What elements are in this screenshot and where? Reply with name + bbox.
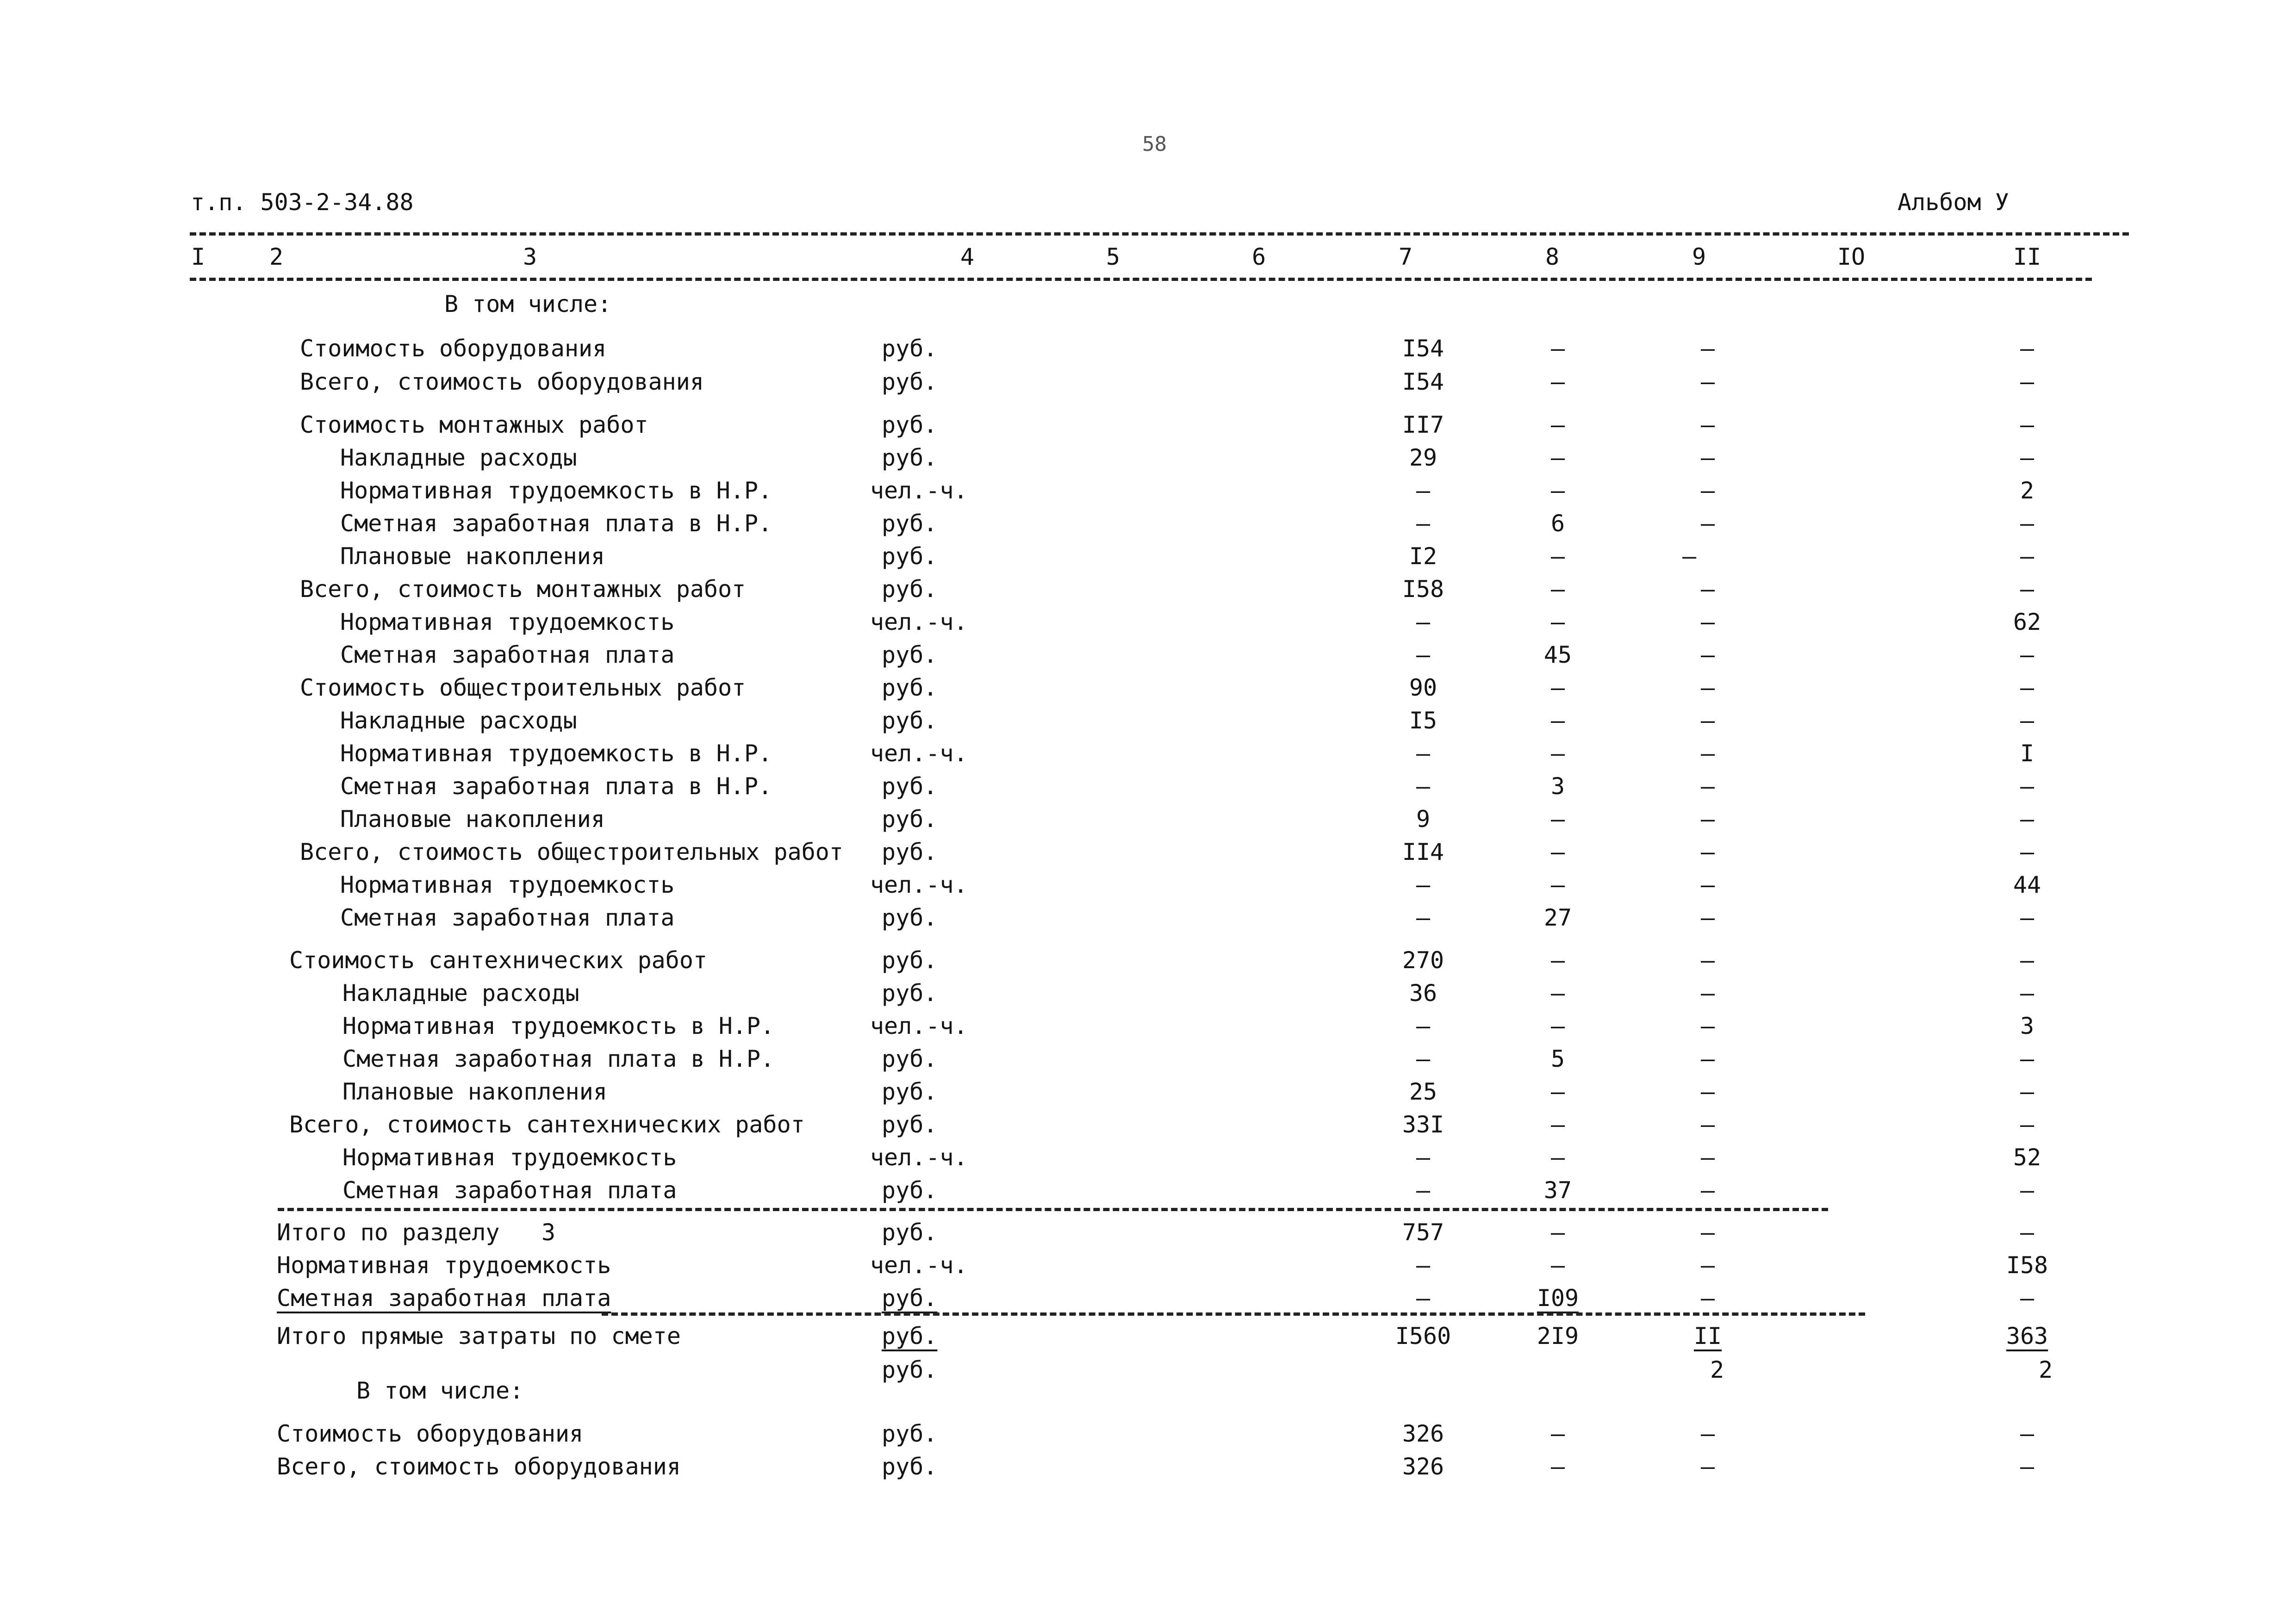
cell-col8: – — [1550, 871, 1565, 898]
cell-col9: – — [1700, 1219, 1715, 1246]
cell-col8: – — [1550, 411, 1565, 438]
cell-col9: – — [1700, 641, 1715, 668]
cell-col8: 45 — [1543, 641, 1572, 668]
table-row — [0, 1014, 2296, 1048]
cell-col11: – — [2020, 543, 2035, 570]
row-unit: руб. — [882, 510, 938, 537]
cell-col9: – — [1700, 1177, 1715, 1204]
cell-col9: – — [1700, 740, 1715, 767]
cell-col9: – — [1700, 609, 1715, 635]
row-unit: руб. — [882, 444, 938, 471]
table-row — [0, 292, 2296, 326]
cell-col8: 3 — [1550, 773, 1565, 800]
row-label: Сметная заработная плата — [340, 904, 675, 931]
cell-col11: – — [2020, 368, 2035, 395]
table-row — [0, 1325, 2296, 1358]
cell-col11: – — [2020, 1219, 2035, 1246]
row-label: Итого прямые затраты по смете — [277, 1323, 681, 1349]
cell-col7: 326 — [1402, 1453, 1444, 1480]
col-num-9: 9 — [1692, 243, 1706, 270]
cell-col11: 363 — [2006, 1323, 2048, 1349]
table-row — [0, 1379, 2296, 1412]
cell-col11: – — [2020, 335, 2035, 362]
table-row — [0, 676, 2296, 709]
cell-col9: – — [1700, 773, 1715, 800]
row-label: Стоимость общестроительных работ — [300, 674, 746, 701]
row-label: Плановые накопления — [342, 1078, 607, 1105]
cell-col8: – — [1550, 1111, 1565, 1138]
cell-col7: 29 — [1409, 444, 1437, 471]
cell-col9: – — [1700, 1285, 1715, 1312]
cell-col7: – — [1416, 641, 1431, 668]
col-num-5: 5 — [1106, 243, 1120, 270]
cell-col8: – — [1550, 707, 1565, 734]
row-label: Сметная заработная плата — [277, 1285, 611, 1312]
cell-col9: – — [1700, 411, 1715, 438]
row-label: Нормативная трудоемкость — [277, 1252, 611, 1279]
table-row — [0, 1113, 2296, 1146]
row-label: Всего, стоимость оборудования — [277, 1453, 681, 1480]
row-unit: руб. — [882, 1078, 938, 1105]
row-label: Стоимость монтажных работ — [300, 411, 648, 438]
cell-col8: – — [1550, 444, 1565, 471]
table-row — [0, 643, 2296, 677]
cell-col11: – — [2020, 1078, 2035, 1105]
cell-col11: – — [2020, 444, 2035, 471]
cell-col9: – — [1700, 1111, 1715, 1138]
cell-col9: – — [1700, 1144, 1715, 1171]
row-unit: руб. — [882, 773, 938, 800]
table-row — [0, 1047, 2296, 1081]
cell-col11: – — [2020, 1453, 2035, 1480]
cell-col8: – — [1550, 947, 1565, 974]
table-row — [0, 1455, 2296, 1488]
cell-col11: – — [2020, 1420, 2035, 1447]
table-row — [0, 610, 2296, 644]
row-label: Накладные расходы — [340, 707, 577, 734]
cell-col11: – — [2020, 576, 2035, 603]
cell-col8: I09 — [1537, 1285, 1579, 1312]
row-unit: руб. — [882, 839, 938, 865]
cell-col7: – — [1416, 740, 1431, 767]
cell-col7: – — [1416, 609, 1431, 635]
row-unit: руб. — [882, 641, 938, 668]
row-unit: руб. — [882, 411, 938, 438]
cell-col7: I2 — [1409, 543, 1437, 570]
cell-col9: – — [1682, 543, 1697, 570]
cell-col8: – — [1550, 980, 1565, 1007]
row-label: Всего, стоимость монтажных работ — [300, 576, 746, 603]
cell-col11: 2 — [2038, 1356, 2053, 1383]
cell-col9: – — [1700, 510, 1715, 537]
cell-col9: – — [1700, 1013, 1715, 1039]
cell-col9: – — [1700, 947, 1715, 974]
cell-col11: – — [2020, 1177, 2035, 1204]
cell-col8: – — [1550, 1013, 1565, 1039]
table-row — [0, 906, 2296, 939]
cell-col11: – — [2020, 1285, 2035, 1312]
row-unit: руб. — [882, 1285, 938, 1312]
col-num-2: 2 — [269, 243, 284, 270]
table-row — [0, 1146, 2296, 1179]
section-total-rule — [602, 1312, 1865, 1316]
cell-col11: 2 — [2020, 477, 2035, 504]
cell-col7: II4 — [1402, 839, 1444, 865]
cell-col7: 270 — [1402, 947, 1444, 974]
cell-col11: – — [2020, 947, 2035, 974]
cell-col8: – — [1550, 740, 1565, 767]
row-unit: чел.-ч. — [870, 477, 968, 504]
page-number: 58 — [1142, 132, 1167, 156]
cell-col7: – — [1416, 904, 1431, 931]
table-row — [0, 1422, 2296, 1455]
row-label: Стоимость сантехнических работ — [289, 947, 708, 974]
cell-col7: – — [1416, 477, 1431, 504]
table-row — [0, 512, 2296, 545]
row-unit: чел.-ч. — [870, 1144, 968, 1171]
table-row — [0, 1221, 2296, 1254]
cell-col11: – — [2020, 707, 2035, 734]
cell-col7: I54 — [1402, 335, 1444, 362]
cell-col9: – — [1700, 707, 1715, 734]
cell-col9: – — [1700, 839, 1715, 865]
col-num-11: II — [2013, 243, 2041, 270]
cell-col11: 52 — [2013, 1144, 2041, 1171]
row-label: Всего, стоимость общестроительных работ — [300, 839, 843, 865]
row-label: Нормативная трудоемкость в Н.Р. — [342, 1013, 775, 1039]
row-label: Накладные расходы — [342, 980, 579, 1007]
col-num-3: 3 — [523, 243, 537, 270]
cell-col9: – — [1700, 904, 1715, 931]
cell-col8: – — [1550, 1144, 1565, 1171]
row-label: Сметная заработная плата в Н.Р. — [340, 773, 772, 800]
cell-col7: – — [1416, 1285, 1431, 1312]
table-row — [0, 545, 2296, 578]
cell-col7: 33I — [1402, 1111, 1444, 1138]
cell-col11: 62 — [2013, 609, 2041, 635]
cell-col9: – — [1700, 368, 1715, 395]
cell-col7: I5 — [1409, 707, 1437, 734]
table-row — [0, 370, 2296, 404]
row-unit: руб. — [882, 335, 938, 362]
section-subtotal-rule — [278, 1208, 1828, 1211]
row-unit: руб. — [882, 368, 938, 395]
row-label: В том числе: — [444, 291, 612, 317]
table-row — [0, 1080, 2296, 1113]
cell-col8: 2I9 — [1537, 1323, 1579, 1349]
table-row — [0, 578, 2296, 611]
table-row — [0, 1254, 2296, 1287]
cell-col11: – — [2020, 411, 2035, 438]
album-label: Альбом У — [1898, 189, 2009, 216]
cell-col7: – — [1416, 1177, 1431, 1204]
row-unit: руб. — [882, 1356, 938, 1383]
row-unit: руб. — [882, 1177, 938, 1204]
cell-col7: – — [1416, 1252, 1431, 1279]
col-num-8: 8 — [1545, 243, 1560, 270]
row-label: Сметная заработная плата в Н.Р. — [340, 510, 772, 537]
row-label: Нормативная трудоемкость — [340, 871, 675, 898]
cell-col8: 5 — [1550, 1045, 1565, 1072]
cell-col8: – — [1550, 674, 1565, 701]
row-unit: руб. — [882, 707, 938, 734]
cell-col11: – — [2020, 1111, 2035, 1138]
cell-col11: – — [2020, 674, 2035, 701]
row-label: Плановые накопления — [340, 543, 605, 570]
cell-col8: – — [1550, 543, 1565, 570]
cell-col8: 6 — [1550, 510, 1565, 537]
col-num-6: 6 — [1251, 243, 1266, 270]
cell-col7: 25 — [1409, 1078, 1437, 1105]
row-label: Нормативная трудоемкость — [340, 609, 675, 635]
row-label: Итого по разделу 3 — [277, 1219, 556, 1246]
cell-col11: – — [2020, 806, 2035, 833]
cell-col8: – — [1550, 1252, 1565, 1279]
row-label: Сметная заработная плата в Н.Р. — [342, 1045, 775, 1072]
col-num-10: IO — [1837, 243, 1866, 270]
table-row — [0, 982, 2296, 1015]
cell-col9: – — [1700, 1453, 1715, 1480]
cell-col11: – — [2020, 641, 2035, 668]
row-unit: руб. — [882, 980, 938, 1007]
cell-col8: – — [1550, 368, 1565, 395]
table-row — [0, 840, 2296, 874]
row-label: Нормативная трудоемкость в Н.Р. — [340, 477, 772, 504]
table-row — [0, 1179, 2296, 1212]
table-row — [0, 808, 2296, 841]
cell-col11: – — [2020, 773, 2035, 800]
row-label: Всего, стоимость сантехнических работ — [289, 1111, 805, 1138]
cell-col7: I54 — [1402, 368, 1444, 395]
cell-col9: – — [1700, 1252, 1715, 1279]
cell-col9: – — [1700, 980, 1715, 1007]
cell-col7: – — [1416, 871, 1431, 898]
cell-col7: – — [1416, 510, 1431, 537]
row-unit: чел.-ч. — [870, 1013, 968, 1039]
row-label: Стоимость оборудования — [277, 1420, 584, 1447]
cell-col7: – — [1416, 1045, 1431, 1072]
table-row — [0, 873, 2296, 907]
cell-col8: 37 — [1543, 1177, 1572, 1204]
row-label: Нормативная трудоемкость в Н.Р. — [340, 740, 772, 767]
row-unit: руб. — [882, 1045, 938, 1072]
cell-col8: – — [1550, 1453, 1565, 1480]
cell-col9: 2 — [1710, 1356, 1724, 1383]
col-num-4: 4 — [960, 243, 975, 270]
row-unit: чел.-ч. — [870, 1252, 968, 1279]
cell-col8: – — [1550, 335, 1565, 362]
cell-col9: – — [1700, 576, 1715, 603]
cell-col9: – — [1700, 674, 1715, 701]
cell-col8: – — [1550, 576, 1565, 603]
cell-col9: – — [1700, 1045, 1715, 1072]
row-unit: руб. — [882, 1111, 938, 1138]
cell-col9: – — [1700, 1078, 1715, 1105]
table-row — [0, 742, 2296, 775]
row-unit: руб. — [882, 947, 938, 974]
table-row — [0, 413, 2296, 447]
cell-col11: – — [2020, 510, 2035, 537]
cell-col8: – — [1550, 1420, 1565, 1447]
cell-col7: 9 — [1416, 806, 1431, 833]
cell-col7: 36 — [1409, 980, 1437, 1007]
cell-col7: – — [1416, 773, 1431, 800]
cell-col11: 3 — [2020, 1013, 2035, 1039]
cell-col9: – — [1700, 1420, 1715, 1447]
row-label: Стоимость оборудования — [300, 335, 607, 362]
row-unit: руб. — [882, 904, 938, 931]
cell-col7: I560 — [1395, 1323, 1451, 1349]
cell-col8: 27 — [1543, 904, 1572, 931]
cell-col9: – — [1700, 477, 1715, 504]
header-top-rule — [190, 232, 2129, 236]
cell-col7: 90 — [1409, 674, 1437, 701]
row-unit: руб. — [882, 1420, 938, 1447]
header-bottom-rule — [190, 278, 2092, 281]
table-row — [0, 479, 2296, 512]
row-unit: чел.-ч. — [870, 871, 968, 898]
cell-col9: – — [1700, 335, 1715, 362]
row-unit: руб. — [882, 1453, 938, 1480]
row-unit: руб. — [882, 674, 938, 701]
cell-col11: – — [2020, 839, 2035, 865]
table-row — [0, 775, 2296, 808]
cell-col7: 326 — [1402, 1420, 1444, 1447]
col-num-7: 7 — [1398, 243, 1413, 270]
cell-col8: – — [1550, 609, 1565, 635]
table-row — [0, 709, 2296, 742]
cell-col8: – — [1550, 1078, 1565, 1105]
row-unit: руб. — [882, 1219, 938, 1246]
row-label: Нормативная трудоемкость — [342, 1144, 677, 1171]
cell-col7: – — [1416, 1144, 1431, 1171]
table-row — [0, 337, 2296, 370]
cell-col7: – — [1416, 1013, 1431, 1039]
cell-col11: – — [2020, 904, 2035, 931]
row-label: Сметная заработная плата — [342, 1177, 677, 1204]
cell-col7: I58 — [1402, 576, 1444, 603]
document-code: т.п. 503-2-34.88 — [191, 189, 414, 216]
cell-col7: II7 — [1402, 411, 1444, 438]
cell-col8: – — [1550, 806, 1565, 833]
cell-col11: 44 — [2013, 871, 2041, 898]
row-unit: чел.-ч. — [870, 740, 968, 767]
table-row — [0, 949, 2296, 982]
cell-col8: – — [1550, 477, 1565, 504]
table-row — [0, 446, 2296, 479]
row-unit: руб. — [882, 576, 938, 603]
cell-col9: II — [1693, 1323, 1722, 1349]
col-num-1: I — [191, 243, 205, 270]
cell-col9: – — [1700, 444, 1715, 471]
row-unit: руб. — [882, 806, 938, 833]
row-label: Сметная заработная плата — [340, 641, 675, 668]
row-unit: руб. — [882, 1323, 938, 1349]
cell-col9: – — [1700, 806, 1715, 833]
row-label: Плановые накопления — [340, 806, 605, 833]
row-unit: чел.-ч. — [870, 609, 968, 635]
row-unit: руб. — [882, 543, 938, 570]
cell-col11: – — [2020, 1045, 2035, 1072]
cell-col8: – — [1550, 839, 1565, 865]
row-label: В том числе: — [356, 1377, 524, 1404]
cell-col9: – — [1700, 871, 1715, 898]
cell-col8: – — [1550, 1219, 1565, 1246]
cell-col11: I — [2020, 740, 2035, 767]
cell-col7: 757 — [1402, 1219, 1444, 1246]
cell-col11: I58 — [2006, 1252, 2048, 1279]
cell-col11: – — [2020, 980, 2035, 1007]
row-label: Всего, стоимость оборудования — [300, 368, 704, 395]
row-label: Накладные расходы — [340, 444, 577, 471]
